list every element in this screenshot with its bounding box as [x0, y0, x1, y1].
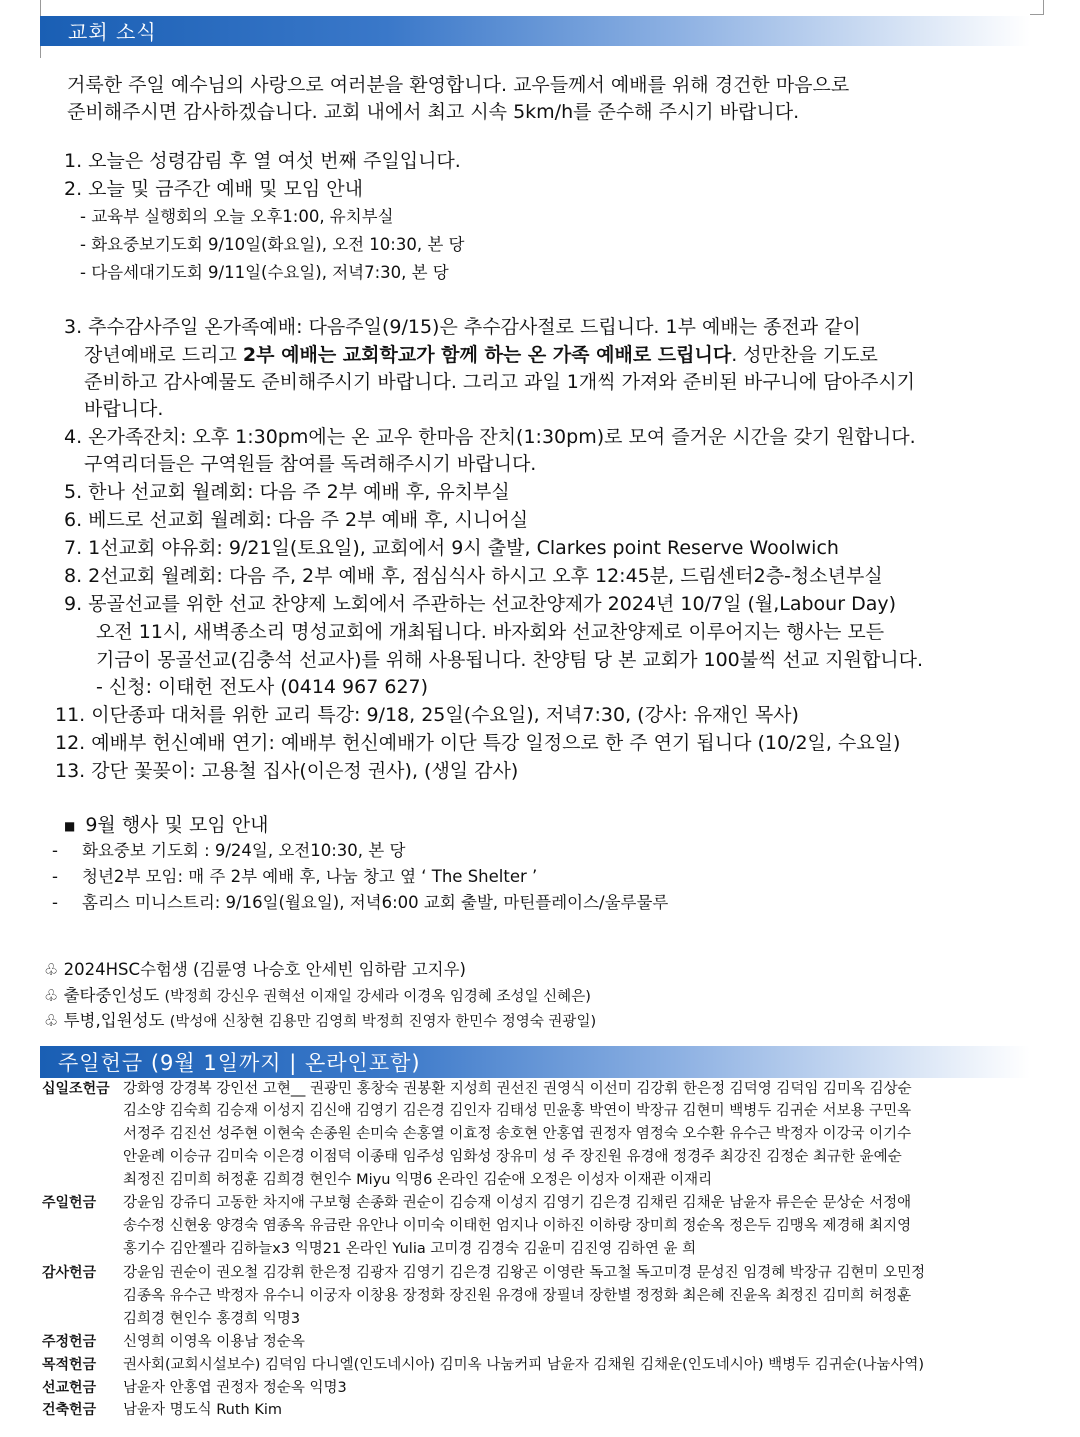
offering-label: 감사헌금	[42, 1265, 97, 1281]
text-run: 출타중인성도	[63, 986, 160, 1005]
september-row-2	[52, 866, 537, 888]
offering-names-line: 강윤임 권순이 권오철 김강휘 한은정 김광자 김영기 김은경 김왕곤 이영란 독고철 독고미경 문성진 임경혜 박장규 김현미 오민정	[123, 1265, 926, 1281]
offering-names-line: 김소양 김숙희 김승재 이성지 김신애 김영기 김은경 김인자 김태성 민윤홍 박연이 박장규 김현미 백병두 김귀순 서보용 구민옥	[123, 1103, 912, 1119]
text-run: 홈리스 미니스트리: 9/16일(월요일), 저녁6:00 교회 출발, 마틴플레이스/울루물루	[82, 893, 669, 912]
news-item-9-line-2: 오전 11시, 새벽종소리 명성교회에 개최됩니다. 바자회와 선교찬양제로 이루어지는 행사는 모든	[96, 621, 885, 643]
page-border-corner	[1030, 14, 1044, 15]
offering-names-line: 신영희 이영옥 이용남 정순옥	[123, 1334, 305, 1350]
intro-line-2: 준비해주시면 감사하겠습니다. 교회 내에서 최고 시속 5km/h를 준수해 주시기 바랍니다.	[67, 101, 800, 123]
clover-icon: ♧	[44, 960, 59, 979]
offering-label: 주정헌금	[42, 1334, 97, 1350]
offering-names-line: 송수정 신현웅 양경숙 염종옥 유금란 유안나 이미숙 이태헌 엄지나 이하진 이하랑 장미희 정순옥 정은두 김맹옥 제경해 최지영	[123, 1218, 912, 1234]
news-item-3-line-3: 준비하고 감사예물도 준비해주시기 바랍니다. 그리고 과일 1개씩 가져와 준비된 바구니에 담아주시기	[84, 371, 916, 393]
dash-marker: -	[52, 867, 58, 886]
dash-marker: -	[52, 893, 58, 912]
news-item-9-line-3: 기금이 몽골선교(김충석 선교사)를 위해 사용됩니다. 찬양팀 당 본 교회가 100불씩 선교 지원합니다.	[96, 649, 924, 671]
offering-label: 주일헌금	[42, 1195, 97, 1211]
text-run: 투병,입원성도	[63, 1011, 165, 1030]
offering-label: 선교헌금	[42, 1380, 97, 1396]
page-border-right	[1043, 0, 1044, 14]
offering-names-line: 권사회(교회시설보수) 김덕임 다니엘(인도네시아) 김미옥 나눔커피 남윤자 김채원 김채운(인도네시아) 백병두 김귀순(나눔사역)	[123, 1357, 925, 1373]
september-heading	[64, 812, 268, 839]
news-item-1: 1. 오늘은 성령감림 후 열 여섯 번째 주일입니다.	[64, 150, 461, 172]
section-title: 주일헌금 (9월 1일까지 | 온라인포함)	[58, 1051, 421, 1075]
news-item-12: 12. 예배부 헌신예배 연기: 예배부 헌신예배가 이단 특강 일정으로 한 주 연기 됩니다 (10/2일, 수요일)	[55, 732, 901, 754]
offering-names-line: 홍기수 김안젤라 김하늘x3 익명21 온라인 Yulia 고미경 김경숙 김윤미 김진영 김하연 윤 희	[123, 1241, 697, 1257]
prayer-hsc	[44, 959, 466, 981]
news-item-3-line-2	[84, 342, 878, 368]
news-item-13: 13. 강단 꽃꽂이: 고용철 집사(이은정 권사), (생일 감사)	[55, 760, 519, 782]
news-item-8: 8. 2선교회 월례회: 다음 주, 2부 예배 후, 점심식사 하시고 오후 12:45분, 드림센터2층-청소년부실	[64, 565, 883, 587]
text-run: (박정희 강신우 권혁선 이재일 강세라 이경옥 임경혜 조성일 신혜은)	[164, 989, 591, 1005]
text-run: 2024HSC수험생 (김륜영 나승호 안세빈 임하람 고지우)	[63, 960, 466, 979]
news-item-2-sub-1: - 교육부 실행회의 오늘 오후1:00, 유치부실	[80, 207, 394, 226]
text-run: . 성만찬을 기도로	[731, 344, 878, 366]
news-item-3-line-4: 바랍니다.	[84, 398, 164, 420]
offering-names-line: 강화영 강경복 강인선 고현__ 권광민 홍창숙 권봉환 지성희 권선진 권영식 이선미 김강휘 한은정 김덕영 김덕임 김미옥 김상순	[123, 1081, 912, 1097]
offering-label: 십일조헌금	[42, 1081, 110, 1097]
september-row-1	[52, 840, 405, 862]
prayer-travel	[44, 985, 591, 1008]
text-run: 화요중보 기도회 : 9/24일, 오전10:30, 본 당	[82, 841, 406, 860]
news-item-2-sub-3: - 다음세대기도회 9/11일(수요일), 저녁7:30, 본 당	[80, 263, 449, 282]
news-item-7: 7. 1선교회 야유회: 9/21일(토요일), 교회에서 9시 출발, Clarkes point Reserve Woolwich	[64, 537, 839, 559]
offering-names-line: 서정주 김진선 성주현 이현숙 손종원 손미숙 손홍열 이효정 송호현 안홍엽 권정자 염정숙 오수환 유수근 박정자 이강국 이기수	[123, 1126, 912, 1142]
clover-icon: ♧	[44, 1011, 59, 1030]
offering-names-line: 남윤자 명도식 Ruth Kim	[123, 1402, 283, 1418]
news-item-5: 5. 한나 선교회 월례회: 다음 주 2부 예배 후, 유치부실	[64, 481, 510, 503]
bullet-square-icon: ■	[64, 818, 76, 833]
text-run: 청년2부 모임: 매 주 2부 예배 후, 나눔 창고 옆 ‘ The Shelter ’	[82, 867, 538, 886]
emphasis-text: 2부 예배는 교회학교가 함께 하는 온 가족 예배로 드립니다	[242, 344, 732, 366]
september-row-3	[52, 892, 668, 914]
offering-label: 건축헌금	[42, 1402, 97, 1418]
news-item-2: 2. 오늘 및 금주간 예배 및 모임 안내	[64, 178, 364, 200]
offering-names-line: 김희경 현인수 홍경희 익명3	[123, 1311, 301, 1327]
offering-names-line: 김종옥 유수근 박정자 유수니 이궁자 이창용 장정화 장진원 유경애 장필녀 장한별 정정화 최은혜 진윤옥 최정진 김미희 허정훈	[123, 1288, 912, 1304]
news-item-6: 6. 베드로 선교회 월례회: 다음 주 2부 예배 후, 시니어실	[64, 509, 529, 531]
news-item-2-sub-2: - 화요중보기도회 9/10일(화요일), 오전 10:30, 본 당	[80, 235, 465, 254]
prayer-sick	[44, 1010, 596, 1033]
news-item-9-line-4: - 신청: 이태헌 전도사 (0414 967 627)	[96, 676, 429, 698]
offering-names-line: 남윤자 안홍엽 권정자 정순옥 익명3	[123, 1380, 347, 1396]
section-header-offerings	[40, 1046, 1030, 1078]
news-item-9-line-1: 9. 몽골선교를 위한 선교 찬양제 노회에서 주관하는 선교찬양제가 2024년 10/7일 (월,Labour Day)	[64, 593, 896, 615]
dash-marker: -	[52, 841, 58, 860]
offering-names-line: 최정진 김미희 허정훈 김희경 현인수 Miyu 익명6 온라인 김순애 오정은 이성자 이재관 이재리	[123, 1172, 713, 1188]
text-run: (박성애 신창현 김용만 김영희 박정희 진영자 한민수 정영숙 권광일)	[169, 1014, 597, 1030]
clover-icon: ♧	[44, 986, 59, 1005]
text-run: 장년예배로 드리고	[84, 344, 243, 366]
text-run: 9월 행사 및 모임 안내	[85, 814, 269, 836]
news-item-11: 11. 이단종파 대처를 위한 교리 특강: 9/18, 25일(수요일), 저녁7:30, (강사: 유재인 목사)	[55, 704, 799, 726]
intro-line-1: 거룩한 주일 예수님의 사랑으로 여러분을 환영합니다. 교우들께서 예배를 위해 경건한 마음으로	[67, 74, 850, 96]
news-item-3-line-1: 3. 추수감사주일 온가족예배: 다음주일(9/15)은 추수감사절로 드립니다. 1부 예배는 종전과 같이	[64, 316, 861, 338]
offering-names-line: 안윤례 이승규 김미숙 이은경 이점덕 이종태 임주성 임화성 장유미 성 주 장진원 유경애 정경주 최강진 김정순 최규한 윤예순	[123, 1149, 902, 1165]
news-item-4-line-1: 4. 온가족잔치: 오후 1:30pm에는 온 교우 한마음 잔치(1:30pm)로 모여 즐거운 시간을 갖기 원합니다.	[64, 426, 916, 448]
offering-names-line: 강윤임 강쥬디 고동한 차지애 구보형 손종화 권순이 김승재 이성지 김영기 김은경 김채린 김채운 남윤자 류은순 문상순 서정애	[123, 1195, 912, 1211]
news-item-4-line-2: 구역리더들은 구역원들 참여를 독려해주시기 바랍니다.	[84, 453, 537, 475]
section-title: 교회 소식	[68, 20, 157, 44]
section-header-church-news	[40, 16, 1030, 46]
offering-label: 목적헌금	[42, 1357, 97, 1373]
